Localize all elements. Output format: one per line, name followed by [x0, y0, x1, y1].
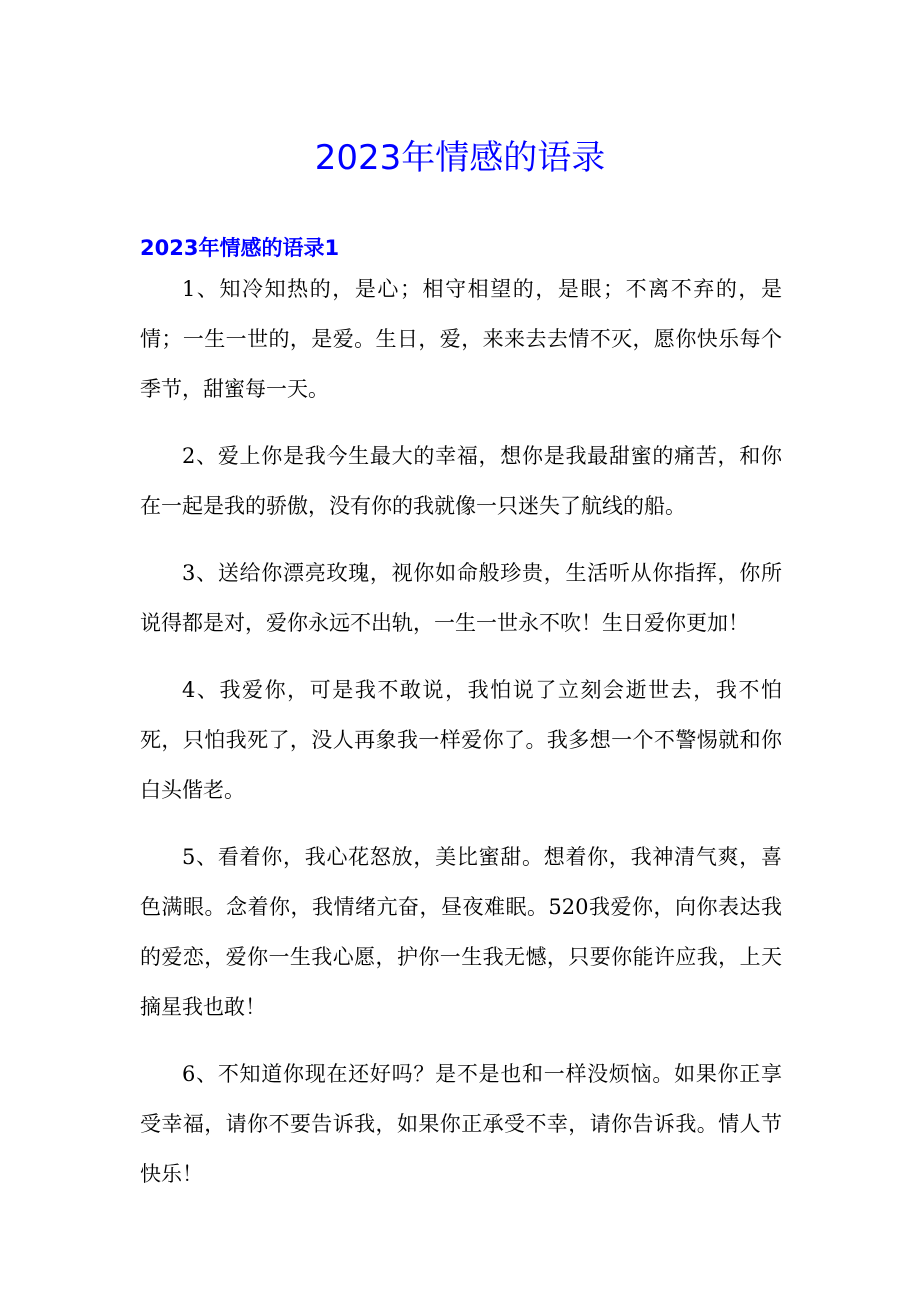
section-heading: 2023年情感的语录1 [140, 236, 340, 260]
document-body [140, 264, 782, 1216]
quote-paragraph-2: 2、爱上你是我今生最大的幸福，想你是我最甜蜜的痛苦，和你在一起是我的骄傲，没有你的我就像一只迷失了航线的船。 [140, 444, 782, 518]
quote-paragraph-1: 1、知冷知热的，是心；相守相望的，是眼；不离不弃的，是情；一生一世的，是爱。生日，爱，来来去去情不灭，愿你快乐每个季节，甜蜜每一天。 [140, 277, 782, 401]
quote-paragraph-4: 4、我爱你，可是我不敢说，我怕说了立刻会逝世去，我不怕死，只怕我死了，没人再象我一样爱你了。我多想一个不警惕就和你白头偕老。 [140, 678, 782, 802]
quote-paragraph-5: 5、看着你，我心花怒放，美比蜜甜。想着你，我神清气爽，喜色满眼。念着你，我情绪亢奋，昼夜难眠。520我爱你，向你表达我的爱恋，爱你一生我心愿，护你一生我无憾，只要你能许应我，上天摘星我也敢！ [140, 845, 782, 1019]
quote-paragraph-6: 6、不知道你现在还好吗？是不是也和一样没烦恼。如果你正享受幸福，请你不要告诉我，如果你正承受不幸，请你告诉我。情人节快乐！ [140, 1062, 782, 1186]
quote-paragraph-3: 3、送给你漂亮玫瑰，视你如命般珍贵，生活听从你指挥，你所说得都是对，爱你永远不出轨，一生一世永不吹！生日爱你更加！ [140, 561, 782, 635]
document-title: 2023年情感的语录 [314, 138, 606, 178]
